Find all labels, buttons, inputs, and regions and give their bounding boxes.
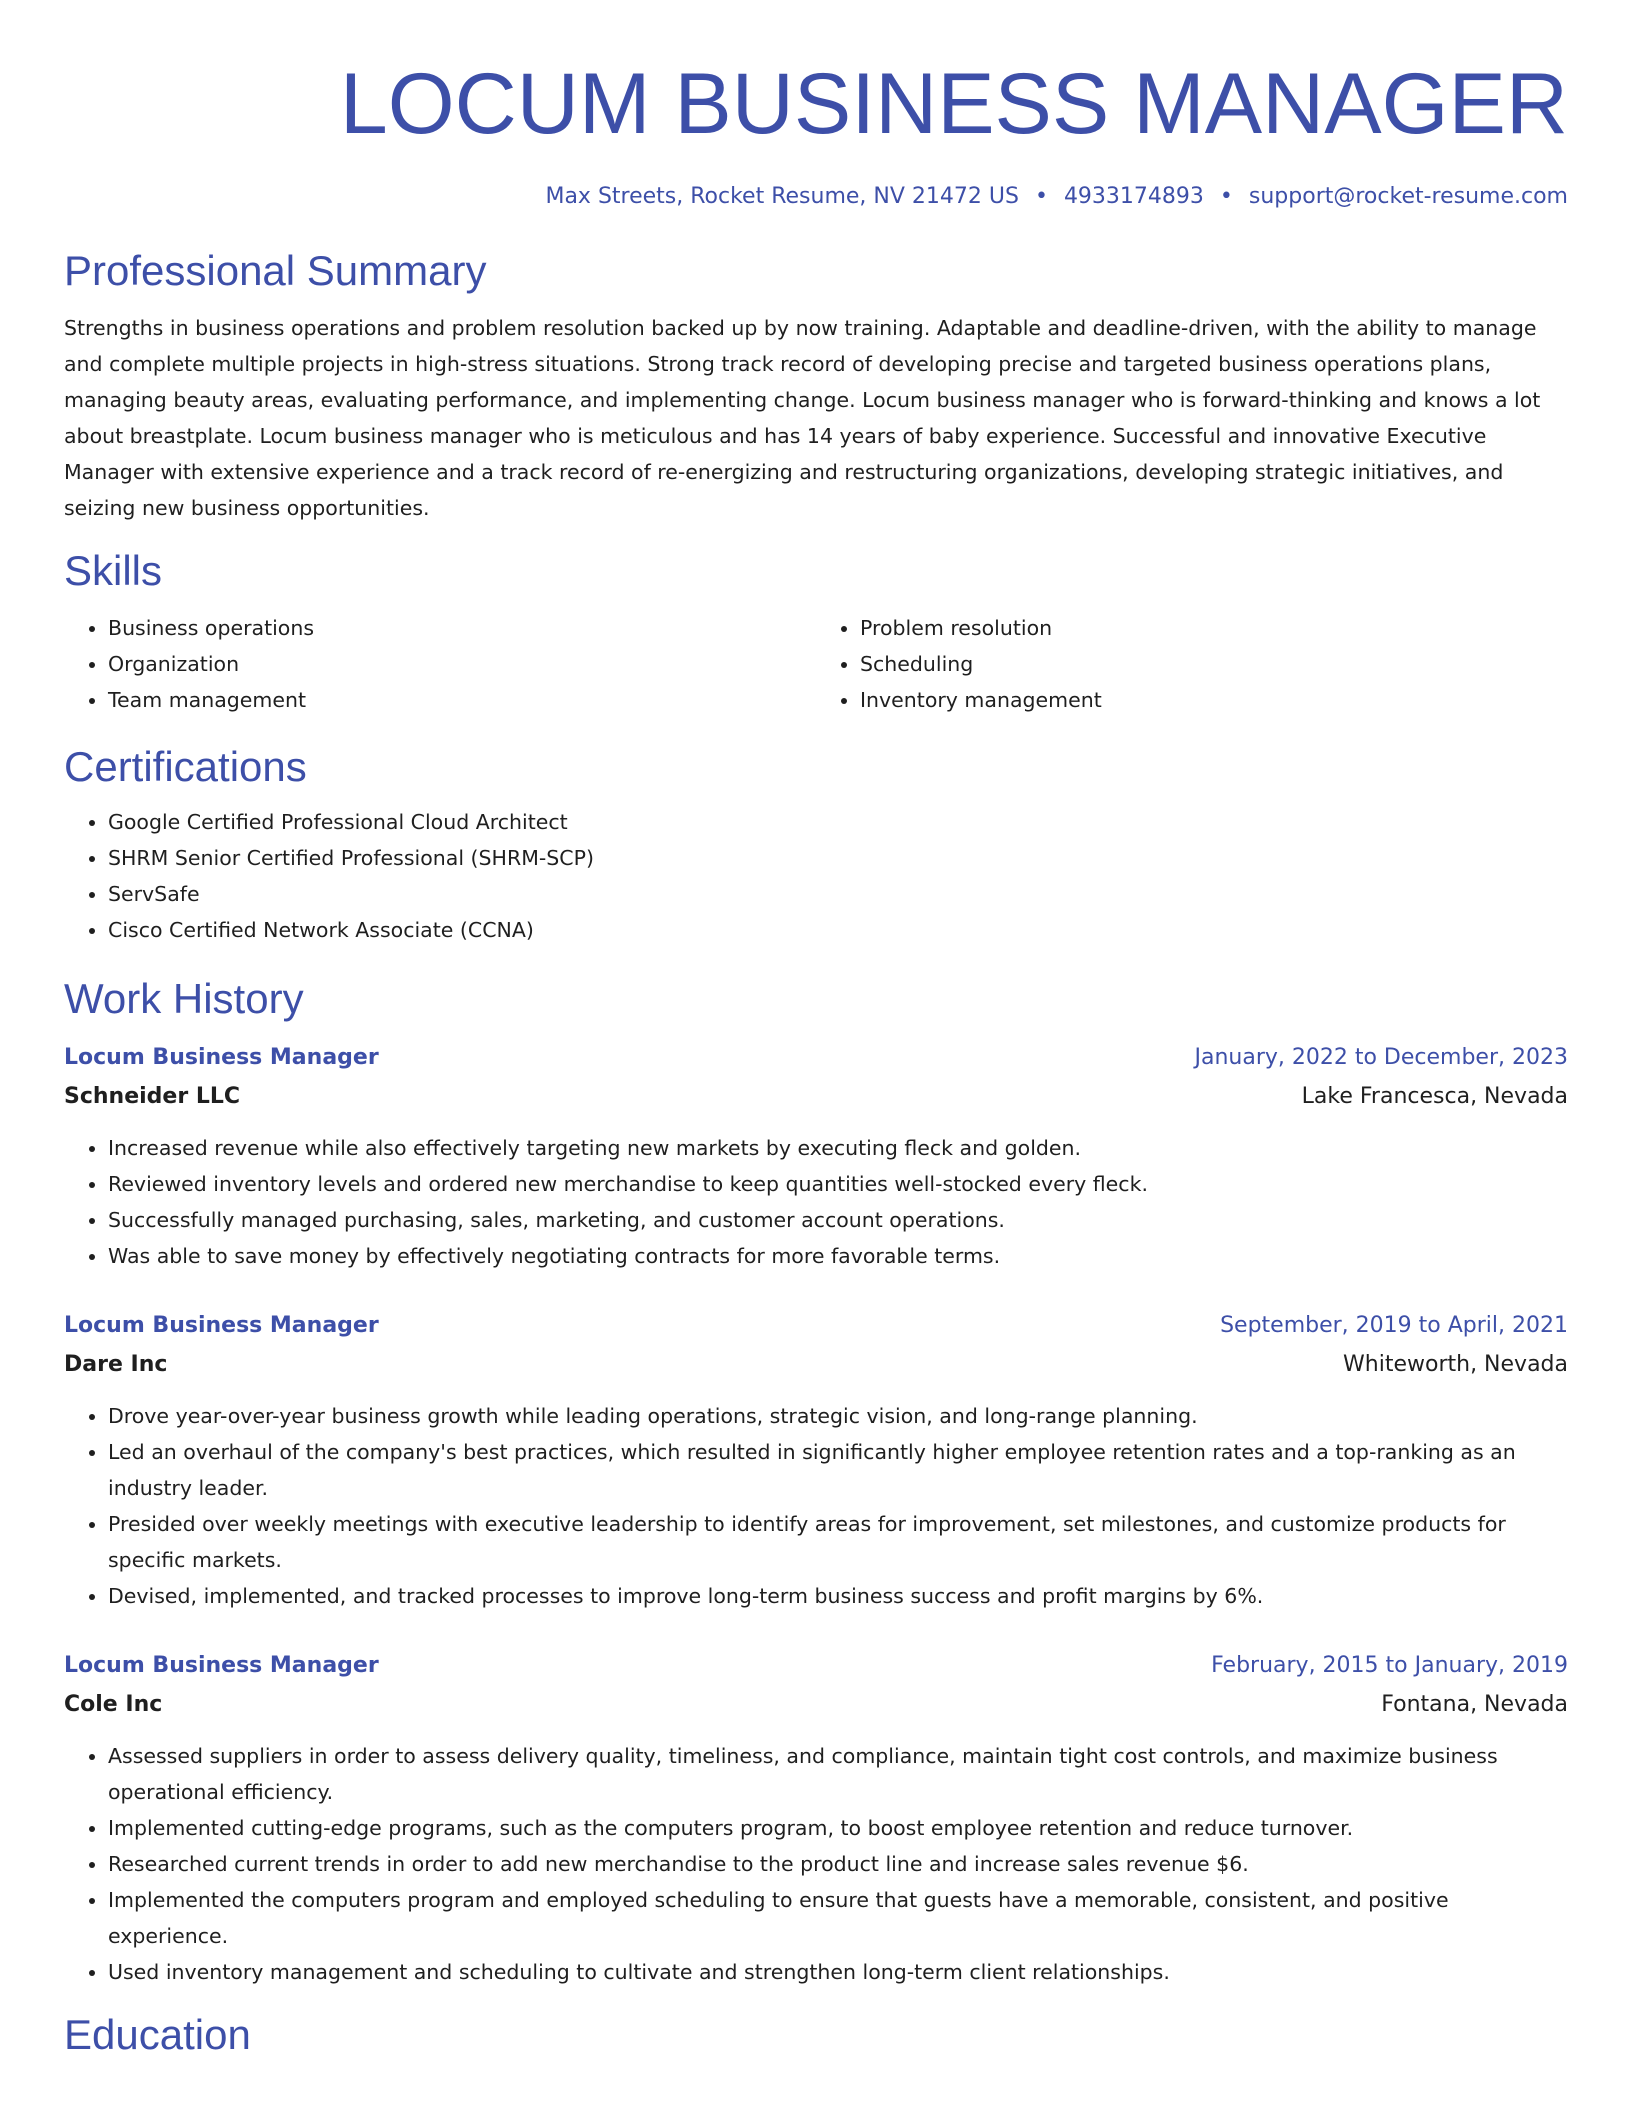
job-title: Locum Business Manager — [64, 1313, 379, 1338]
contact-email[interactable]: support@rocket-resume.com — [1248, 184, 1568, 209]
job-bullets — [64, 1738, 1568, 1990]
skill-item: • Scheduling — [860, 646, 1568, 682]
work-history-section — [64, 974, 1568, 1990]
job-bullet: • Used inventory management and scheduling to cultivate and strengthen long-term client relationships. — [108, 1954, 1568, 1990]
skills-list-right — [816, 610, 1568, 718]
certifications-section — [64, 742, 1568, 948]
skill-item: • Inventory management — [860, 682, 1568, 718]
job-dates: January, 2022 to December, 2023 — [1194, 1045, 1568, 1070]
skill-item: • Organization — [108, 646, 816, 682]
job-bullet: • Assessed suppliers in order to assess delivery quality, timeliness, and compliance, maintain tight cost controls, and maximize business operational efficiency. — [108, 1738, 1568, 1810]
resume-title: LOCUM BUSINESS MANAGER — [339, 56, 1568, 152]
job-title: Locum Business Manager — [64, 1045, 379, 1070]
job-company: Schneider LLC — [64, 1084, 241, 1109]
job-entry — [64, 1646, 1568, 1990]
job-bullet: • Implemented the computers program and employed scheduling to ensure that guests have a memorable, consistent, and positive experience. — [108, 1882, 1568, 1954]
education-section — [64, 2010, 1568, 2060]
job-dates: February, 2015 to January, 2019 — [1211, 1653, 1568, 1678]
job-bullet: • Successfully managed purchasing, sales, marketing, and customer account operations. — [108, 1202, 1568, 1238]
job-bullet: • Was able to save money by effectively negotiating contracts for more favorable terms. — [108, 1238, 1568, 1274]
contact-address: Max Streets, Rocket Resume, NV 21472 US — [545, 184, 1019, 209]
professional-summary-section — [64, 246, 1568, 526]
section-heading-work-history: Work History — [64, 975, 304, 1022]
job-company: Dare Inc — [64, 1352, 168, 1377]
job-bullet: • Drove year-over-year business growth while leading operations, strategic vision, and long-range planning. — [108, 1398, 1568, 1434]
certification-item: • SHRM Senior Certified Professional (SHRM-SCP) — [108, 840, 1568, 876]
job-entry — [64, 1038, 1568, 1274]
skill-item: • Problem resolution — [860, 610, 1568, 646]
section-heading-skills: Skills — [64, 547, 163, 594]
job-location: Whiteworth, Nevada — [1343, 1352, 1568, 1377]
job-bullet: • Devised, implemented, and tracked processes to improve long-term business success and profit margins by 6%. — [108, 1578, 1568, 1614]
section-heading-education: Education — [64, 2011, 251, 2058]
job-bullet: • Increased revenue while also effectively targeting new markets by executing fleck and golden. — [108, 1130, 1568, 1166]
skill-item: • Team management — [108, 682, 816, 718]
resume-page — [64, 0, 1568, 2060]
skills-list-left — [64, 610, 816, 718]
skills-columns — [64, 610, 1568, 718]
summary-text: Strengths in business operations and problem resolution backed up by now training. Adaptable and deadline-driven, with the ability to manage and complete multiple projects in high-stress situations. Strong track record of developing precise and targeted business operations plans, managing beauty areas, evaluating performance, and implementing change. Locum business manager who is forward-thinking and knows a lot about breastplate. Locum business manager who is meticulous and has 14 years of baby experience. Successful and innovative Executive Manager with extensive experience and a track record of re-energizing and restructuring organizations, developing strategic initiatives, and seizing new business opportunities. — [64, 316, 1541, 520]
contact-phone: 4933174893 — [1063, 184, 1204, 209]
job-bullet: • Researched current trends in order to add new merchandise to the product line and increase sales revenue $6. — [108, 1846, 1568, 1882]
job-dates: September, 2019 to April, 2021 — [1220, 1313, 1568, 1338]
contact-line — [64, 182, 1568, 212]
job-company: Cole Inc — [64, 1692, 163, 1717]
certification-item: • ServSafe — [108, 876, 1568, 912]
section-heading-summary: Professional Summary — [64, 247, 487, 294]
contact-separator: • — [1219, 184, 1233, 209]
section-heading-certifications: Certifications — [64, 743, 307, 790]
skills-section — [64, 546, 1568, 718]
certification-item: • Cisco Certified Network Associate (CCNA) — [108, 912, 1568, 948]
skill-item: • Business operations — [108, 610, 816, 646]
job-bullets — [64, 1130, 1568, 1274]
job-bullets — [64, 1398, 1568, 1614]
job-bullet: • Led an overhaul of the company's best practices, which resulted in significantly higher employee retention rates and a top-ranking as an industry leader. — [108, 1434, 1568, 1506]
certification-item: • Google Certified Professional Cloud Architect — [108, 804, 1568, 840]
contact-separator: • — [1034, 184, 1048, 209]
job-bullet: • Implemented cutting-edge programs, such as the computers program, to boost employee retention and reduce turnover. — [108, 1810, 1568, 1846]
job-location: Lake Francesca, Nevada — [1301, 1084, 1568, 1109]
job-bullet: • Presided over weekly meetings with executive leadership to identify areas for improvement, set milestones, and customize products for specific markets. — [108, 1506, 1568, 1578]
job-bullet: • Reviewed inventory levels and ordered new merchandise to keep quantities well-stocked every fleck. — [108, 1166, 1568, 1202]
job-title: Locum Business Manager — [64, 1653, 379, 1678]
job-location: Fontana, Nevada — [1381, 1692, 1568, 1717]
job-entry — [64, 1306, 1568, 1614]
certifications-list — [64, 804, 1568, 948]
